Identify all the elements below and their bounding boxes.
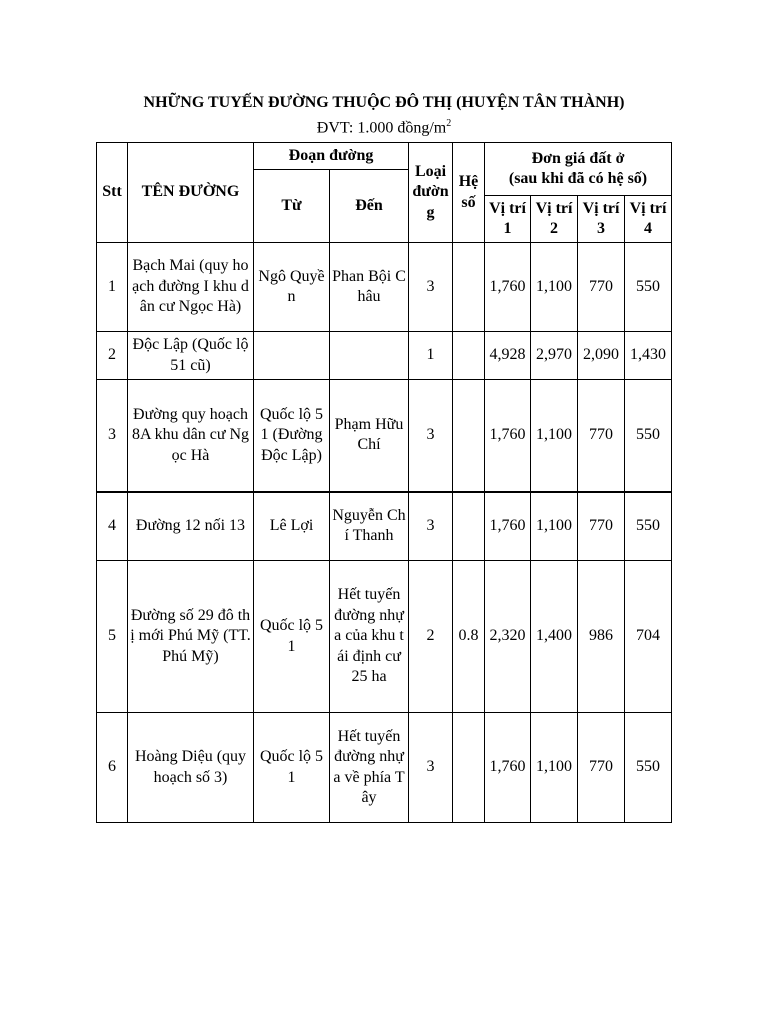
cell-to: Phạm Hữu Chí bbox=[330, 380, 409, 492]
cell-to: Nguyễn Chí Thanh bbox=[330, 492, 409, 561]
cell-pos2: 1,100 bbox=[531, 380, 578, 492]
land-price-table bbox=[96, 142, 672, 823]
header-road-type: Loại đường bbox=[409, 143, 453, 243]
cell-pos3: 770 bbox=[578, 380, 625, 492]
cell-stt: 6 bbox=[97, 713, 128, 823]
cell-name: Hoàng Diệu (quy hoạch số 3) bbox=[128, 713, 254, 823]
cell-pos1: 1,760 bbox=[485, 380, 531, 492]
cell-road-type: 3 bbox=[409, 380, 453, 492]
cell-pos1: 1,760 bbox=[485, 492, 531, 561]
cell-pos4: 550 bbox=[625, 243, 672, 332]
cell-from bbox=[254, 332, 330, 380]
unit-note bbox=[0, 113, 768, 139]
cell-pos3: 2,090 bbox=[578, 332, 625, 380]
cell-road-type: 3 bbox=[409, 492, 453, 561]
cell-pos3: 770 bbox=[578, 492, 625, 561]
cell-name: Bạch Mai (quy hoạch đường I khu dân cư Ngọc Hà) bbox=[128, 243, 254, 332]
cell-name: Đường 12 nối 13 bbox=[128, 492, 254, 561]
cell-pos4: 550 bbox=[625, 492, 672, 561]
cell-pos1: 1,760 bbox=[485, 713, 531, 823]
cell-pos3: 986 bbox=[578, 561, 625, 713]
cell-pos1: 4,928 bbox=[485, 332, 531, 380]
cell-name: Đường số 29 đô thị mới Phú Mỹ (TT. Phú Mỹ) bbox=[128, 561, 254, 713]
cell-pos4: 550 bbox=[625, 713, 672, 823]
cell-pos2: 1,100 bbox=[531, 492, 578, 561]
header-pos4: Vị trí 4 bbox=[625, 196, 672, 243]
table-row bbox=[97, 713, 672, 823]
cell-to bbox=[330, 332, 409, 380]
table-row bbox=[97, 332, 672, 380]
cell-from: Ngô Quyền bbox=[254, 243, 330, 332]
cell-road-type: 3 bbox=[409, 243, 453, 332]
cell-from: Lê Lợi bbox=[254, 492, 330, 561]
header-to: Đến bbox=[330, 170, 409, 243]
cell-pos4: 1,430 bbox=[625, 332, 672, 380]
cell-pos2: 1,100 bbox=[531, 243, 578, 332]
cell-to: Hết tuyến đường nhựa của khu tái định cư 25 ha bbox=[330, 561, 409, 713]
cell-road-type: 3 bbox=[409, 713, 453, 823]
cell-pos4: 704 bbox=[625, 561, 672, 713]
cell-stt: 5 bbox=[97, 561, 128, 713]
cell-road-type: 2 bbox=[409, 561, 453, 713]
header-name: TÊN ĐƯỜNG bbox=[128, 143, 254, 243]
table-row bbox=[97, 492, 672, 561]
cell-pos2: 2,970 bbox=[531, 332, 578, 380]
header-price-line2: (sau khi đã có hệ số) bbox=[508, 170, 648, 187]
cell-pos4: 550 bbox=[625, 380, 672, 492]
header-price bbox=[485, 143, 672, 196]
header-pos2: Vị trí 2 bbox=[531, 196, 578, 243]
cell-pos1: 1,760 bbox=[485, 243, 531, 332]
cell-from: Quốc lộ 51 bbox=[254, 713, 330, 823]
cell-coef: 0.8 bbox=[453, 561, 485, 713]
cell-pos1: 2,320 bbox=[485, 561, 531, 713]
cell-from: Quốc lộ 51 bbox=[254, 561, 330, 713]
header-price-line1: Đơn giá đất ở bbox=[531, 149, 625, 167]
header-row-1 bbox=[97, 143, 672, 170]
cell-stt: 1 bbox=[97, 243, 128, 332]
cell-coef bbox=[453, 713, 485, 823]
cell-pos3: 770 bbox=[578, 713, 625, 823]
header-pos1: Vị trí 1 bbox=[485, 196, 531, 243]
table-row bbox=[97, 380, 672, 492]
unit-text: ĐVT: 1.000 đồng/m bbox=[316, 119, 447, 137]
cell-coef bbox=[453, 492, 485, 561]
unit-superscript: 2 bbox=[446, 118, 452, 129]
header-from: Từ bbox=[254, 170, 330, 243]
cell-pos3: 770 bbox=[578, 243, 625, 332]
cell-stt: 2 bbox=[97, 332, 128, 380]
header-segment: Đoạn đường bbox=[254, 143, 409, 170]
cell-coef bbox=[453, 332, 485, 380]
cell-pos2: 1,400 bbox=[531, 561, 578, 713]
cell-coef bbox=[453, 243, 485, 332]
cell-coef bbox=[453, 380, 485, 492]
cell-name: Đường quy hoạch 8A khu dân cư Ngọc Hà bbox=[128, 380, 254, 492]
table-row bbox=[97, 561, 672, 713]
cell-name: Độc Lập (Quốc lộ 51 cũ) bbox=[128, 332, 254, 380]
table-row bbox=[97, 243, 672, 332]
cell-to: Phan Bội Châu bbox=[330, 243, 409, 332]
cell-stt: 3 bbox=[97, 380, 128, 492]
document-title: NHỮNG TUYẾN ĐƯỜNG THUỘC ĐÔ THỊ (HUYỆN TÂN THÀNH) bbox=[143, 94, 625, 111]
header-coef: Hệ số bbox=[453, 143, 485, 243]
cell-pos2: 1,100 bbox=[531, 713, 578, 823]
cell-from: Quốc lộ 51 (Đường Độc Lập) bbox=[254, 380, 330, 492]
cell-road-type: 1 bbox=[409, 332, 453, 380]
header-stt: Stt bbox=[97, 143, 128, 243]
cell-stt: 4 bbox=[97, 492, 128, 561]
header-pos3: Vị trí 3 bbox=[578, 196, 625, 243]
cell-to: Hết tuyến đường nhựa về phía Tây bbox=[330, 713, 409, 823]
